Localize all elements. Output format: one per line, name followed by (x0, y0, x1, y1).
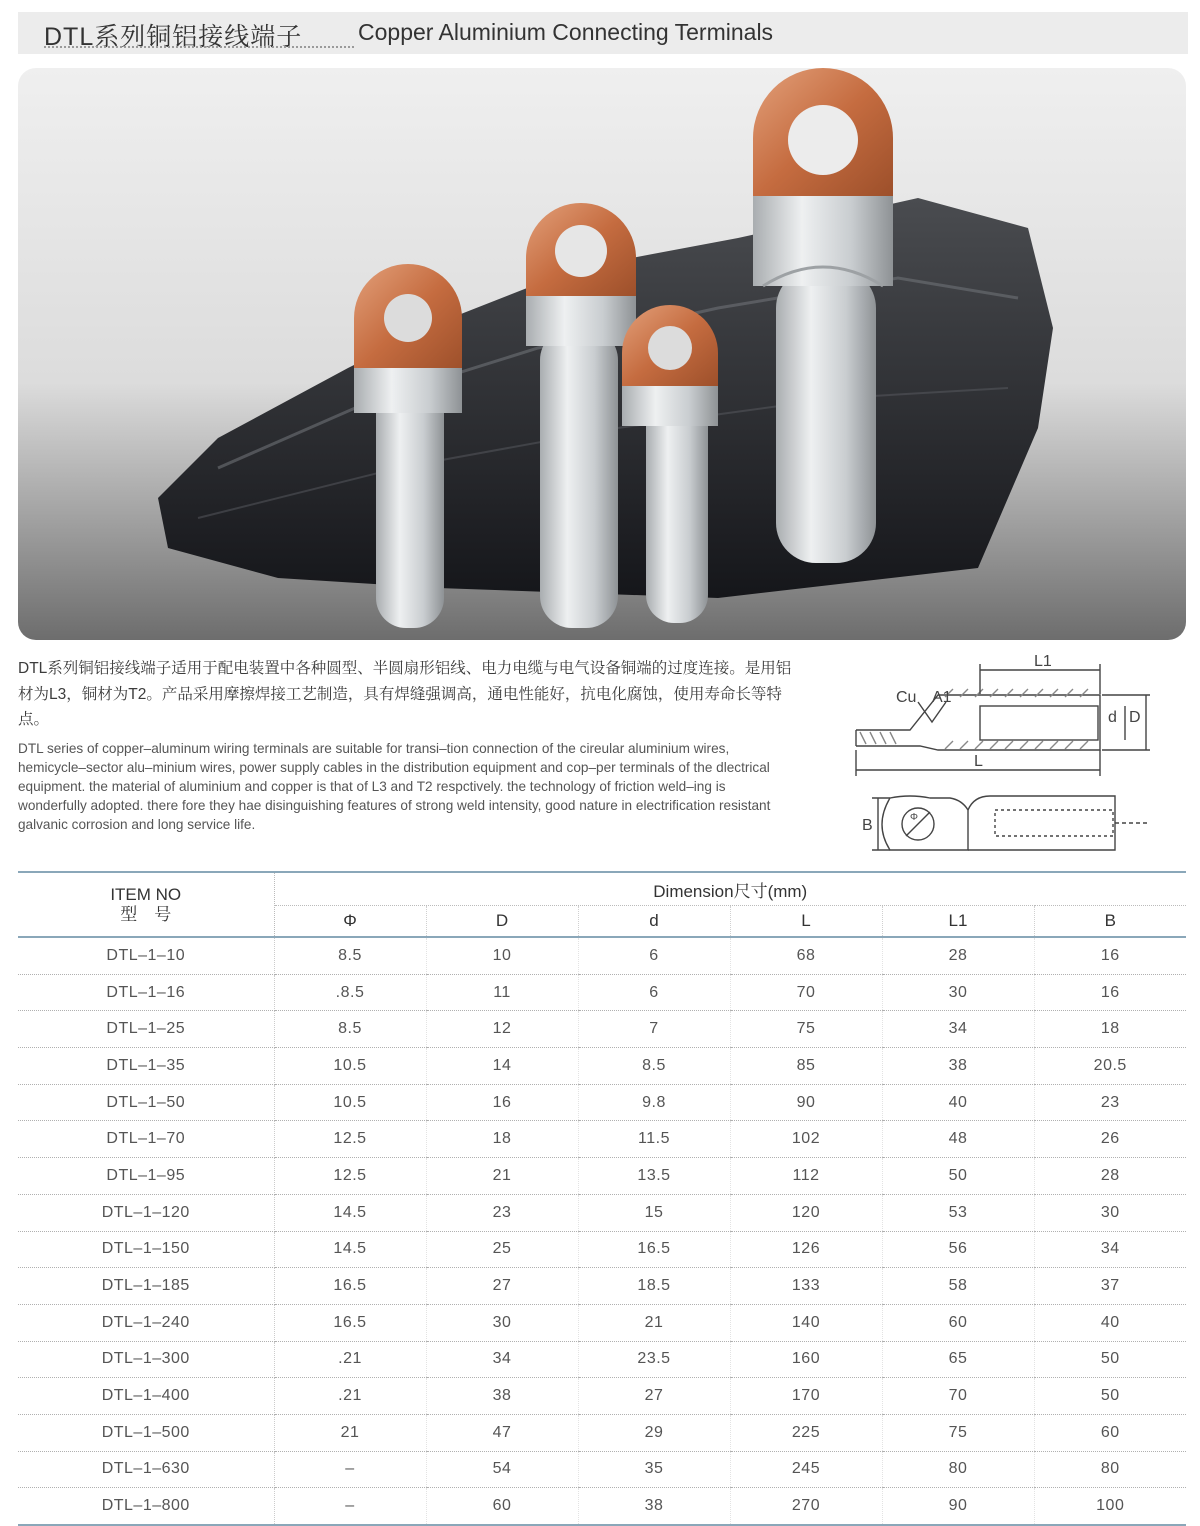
dimension-cell: 18 (426, 1121, 578, 1158)
dimension-cell: 75 (730, 1011, 882, 1048)
diagram-label-l: L (974, 753, 983, 770)
dimension-cell: 35 (578, 1451, 730, 1488)
dimension-cell: 68 (730, 937, 882, 974)
dimension-cell: 10.5 (274, 1048, 426, 1085)
title-bar (18, 12, 1188, 54)
dimension-cell: 21 (578, 1304, 730, 1341)
diagram-label-d-big: D (1129, 709, 1141, 726)
model-number-cell: DTL–1–150 (18, 1231, 274, 1268)
model-number-cell: DTL–1–95 (18, 1158, 274, 1195)
item-no-header-cn: 型 号 (120, 904, 172, 924)
table-row (18, 1121, 1186, 1158)
dimension-cell: 270 (730, 1488, 882, 1525)
dimension-cell: 6 (578, 937, 730, 974)
column-header: Φ (343, 911, 357, 930)
description-english: DTL series of copper–aluminum wiring terminals are suitable for transi–tion connection of the cireular aluminium wires, hemicycle–sector alu–minium wires, power supply cables in the distribution equipment and cop–per terminals of the dlectrical equipment. the material of aluminium and copper is that of L3 and T2 respctively. the technology of friction weld–ing is wonderfully adopted. there fore they hae disinguishing features of strong weld intensity, good nature in electrification resistant galvanic corrosion and long service life. (18, 741, 771, 832)
dimension-cell: 85 (730, 1048, 882, 1085)
dimension-cell: 80 (1034, 1451, 1186, 1488)
dimension-cell: 7 (578, 1011, 730, 1048)
dimension-cell: 53 (882, 1194, 1034, 1231)
dimension-cell: 47 (426, 1414, 578, 1451)
model-number-cell: DTL–1–800 (18, 1488, 274, 1525)
dimension-cell: 140 (730, 1304, 882, 1341)
dimension-cell: 20.5 (1034, 1048, 1186, 1085)
model-number-cell: DTL–1–50 (18, 1084, 274, 1121)
dimension-cell: 14.5 (274, 1194, 426, 1231)
dimension-cell: 80 (882, 1451, 1034, 1488)
dimension-diagram (850, 650, 1160, 860)
table-row (18, 1341, 1186, 1378)
dimension-cell: 23 (426, 1194, 578, 1231)
table-row (18, 974, 1186, 1011)
dimension-cell: 34 (882, 1011, 1034, 1048)
dimension-cell: 90 (730, 1084, 882, 1121)
dimension-cell: 18 (1034, 1011, 1186, 1048)
table-row (18, 1011, 1186, 1048)
diagram-label-b: B (862, 817, 873, 834)
description-chinese: DTL系列铜铝接线端子适用于配电装置中各种圆型、半圆扇形铝线、电力电缆与电气设备铜端的过度连接。是用铝材为L3，铜材为T2。产品采用摩擦焊接工艺制造，具有焊缝强调高，通电性能好，抗电化腐蚀，使用寿命长等特点。 (18, 660, 792, 728)
column-header: L1 (882, 906, 1034, 938)
dimension-cell: 28 (882, 937, 1034, 974)
title-chinese: DTL系列铜铝接线端子 (44, 23, 303, 51)
dimension-cell: 11 (426, 974, 578, 1011)
table-row (18, 1414, 1186, 1451)
dimension-cell: 10.5 (274, 1084, 426, 1121)
dimension-cell: 38 (882, 1048, 1034, 1085)
dimension-cell: .21 (274, 1378, 426, 1415)
dimension-cell: 8.5 (578, 1048, 730, 1085)
title-english: Copper Aluminium Connecting Terminals (358, 19, 774, 45)
dimension-cell: 60 (1034, 1414, 1186, 1451)
dimension-cell: 16 (426, 1084, 578, 1121)
dimension-cell: 160 (730, 1341, 882, 1378)
model-number-cell: DTL–1–240 (18, 1304, 274, 1341)
model-number-cell: DTL–1–120 (18, 1194, 274, 1231)
product-photo (18, 68, 1186, 640)
table-row (18, 1378, 1186, 1415)
table-row (18, 1194, 1186, 1231)
dimension-cell: 70 (882, 1378, 1034, 1415)
diagram-label-cu: Cu (896, 689, 917, 706)
model-number-cell: DTL–1–400 (18, 1378, 274, 1415)
model-number-cell: DTL–1–25 (18, 1011, 274, 1048)
table-row (18, 1451, 1186, 1488)
title-underline (44, 46, 354, 48)
model-number-cell: DTL–1–300 (18, 1341, 274, 1378)
diagram-hole-symbol: Φ (910, 812, 918, 823)
table-row (18, 1488, 1186, 1525)
dimension-cell: 30 (426, 1304, 578, 1341)
model-number-cell: DTL–1–500 (18, 1414, 274, 1451)
dimension-cell: 100 (1034, 1488, 1186, 1525)
dimension-cell: 8.5 (274, 1011, 426, 1048)
dimension-cell: 15 (578, 1194, 730, 1231)
dimension-cell: 23.5 (578, 1341, 730, 1378)
dimension-cell: 16 (1034, 937, 1186, 974)
dimension-cell: 54 (426, 1451, 578, 1488)
dimension-cell: 12.5 (274, 1121, 426, 1158)
dimension-cell: 225 (730, 1414, 882, 1451)
dimension-cell: 8.5 (274, 937, 426, 974)
model-number-cell: DTL–1–10 (18, 937, 274, 974)
table-row (18, 1084, 1186, 1121)
dimension-cell: 60 (882, 1304, 1034, 1341)
column-header: d (578, 906, 730, 938)
dimension-cell: 120 (730, 1194, 882, 1231)
dimension-cell: 102 (730, 1121, 882, 1158)
dimension-cell: 29 (578, 1414, 730, 1451)
diagram-label-l1: L1 (1034, 653, 1052, 670)
table-row (18, 1268, 1186, 1305)
table-row (18, 1231, 1186, 1268)
dimension-cell: 38 (426, 1378, 578, 1415)
top-view (872, 796, 1150, 850)
dimension-cell: – (274, 1488, 426, 1525)
dimension-cell: 30 (1034, 1194, 1186, 1231)
dimension-cell: 48 (882, 1121, 1034, 1158)
dimension-cell: 18.5 (578, 1268, 730, 1305)
dimension-cell: 9.8 (578, 1084, 730, 1121)
dimension-cell: 26 (1034, 1121, 1186, 1158)
dimension-cell: 126 (730, 1231, 882, 1268)
dimension-cell: 11.5 (578, 1121, 730, 1158)
dimension-cell: 16 (1034, 974, 1186, 1011)
dimension-cell: 50 (1034, 1378, 1186, 1415)
dimension-cell: 16.5 (578, 1231, 730, 1268)
column-header: L (730, 906, 882, 938)
diagram-label-d-small: d (1108, 709, 1117, 726)
dimension-cell: 50 (882, 1158, 1034, 1195)
spec-table-body (18, 937, 1186, 1525)
dimension-cell: 23 (1034, 1084, 1186, 1121)
side-view (856, 664, 1150, 776)
dimension-cell: 25 (426, 1231, 578, 1268)
dimension-cell: 50 (1034, 1341, 1186, 1378)
dimension-cell: .21 (274, 1341, 426, 1378)
dimension-cell: 37 (1034, 1268, 1186, 1305)
dimension-cell: 75 (882, 1414, 1034, 1451)
dimension-cell: 6 (578, 974, 730, 1011)
dimension-cell: 21 (426, 1158, 578, 1195)
dimension-cell: 21 (274, 1414, 426, 1451)
dimension-cell: 14 (426, 1048, 578, 1085)
dimension-cell: 16.5 (274, 1268, 426, 1305)
dimension-cell: 16.5 (274, 1304, 426, 1341)
dimension-cell: 27 (426, 1268, 578, 1305)
dimension-cell: 30 (882, 974, 1034, 1011)
model-number-cell: DTL–1–16 (18, 974, 274, 1011)
dimension-header: Dimension尺寸(mm) (274, 872, 1186, 906)
dimension-cell: 40 (882, 1084, 1034, 1121)
item-no-header (18, 872, 274, 937)
model-number-cell: DTL–1–35 (18, 1048, 274, 1085)
dimension-cell: .8.5 (274, 974, 426, 1011)
dimension-cell: – (274, 1451, 426, 1488)
model-number-cell: DTL–1–630 (18, 1451, 274, 1488)
dimension-cell: 14.5 (274, 1231, 426, 1268)
table-row (18, 937, 1186, 974)
dimension-cell: 12.5 (274, 1158, 426, 1195)
item-no-header-en: ITEM NO (110, 884, 182, 904)
dimension-cell: 12 (426, 1011, 578, 1048)
model-number-cell: DTL–1–70 (18, 1121, 274, 1158)
dimension-cell: 65 (882, 1341, 1034, 1378)
table-row (18, 1158, 1186, 1195)
dimension-cell: 245 (730, 1451, 882, 1488)
spec-table (18, 871, 1186, 1526)
dimension-cell: 58 (882, 1268, 1034, 1305)
table-row (18, 1304, 1186, 1341)
dimension-cell: 112 (730, 1158, 882, 1195)
model-number-cell: DTL–1–185 (18, 1268, 274, 1305)
dimension-cell: 10 (426, 937, 578, 974)
spec-table-container (18, 871, 1186, 1526)
column-header: B (1034, 906, 1186, 938)
table-row (18, 1048, 1186, 1085)
dimension-cell: 70 (730, 974, 882, 1011)
dimension-cell: 40 (1034, 1304, 1186, 1341)
dimension-cell: 133 (730, 1268, 882, 1305)
dimension-cell: 38 (578, 1488, 730, 1525)
dimension-cell: 56 (882, 1231, 1034, 1268)
dimension-cell: 34 (1034, 1231, 1186, 1268)
dimension-cell: 27 (578, 1378, 730, 1415)
column-header: D (426, 906, 578, 938)
dimension-cell: 90 (882, 1488, 1034, 1525)
terminals-illustration (18, 68, 1186, 640)
dimension-cell: 34 (426, 1341, 578, 1378)
dimension-cell: 60 (426, 1488, 578, 1525)
dimension-cell: 13.5 (578, 1158, 730, 1195)
dimension-cell: 28 (1034, 1158, 1186, 1195)
dimension-cell: 170 (730, 1378, 882, 1415)
diagram-label-a1: A1 (932, 689, 952, 706)
